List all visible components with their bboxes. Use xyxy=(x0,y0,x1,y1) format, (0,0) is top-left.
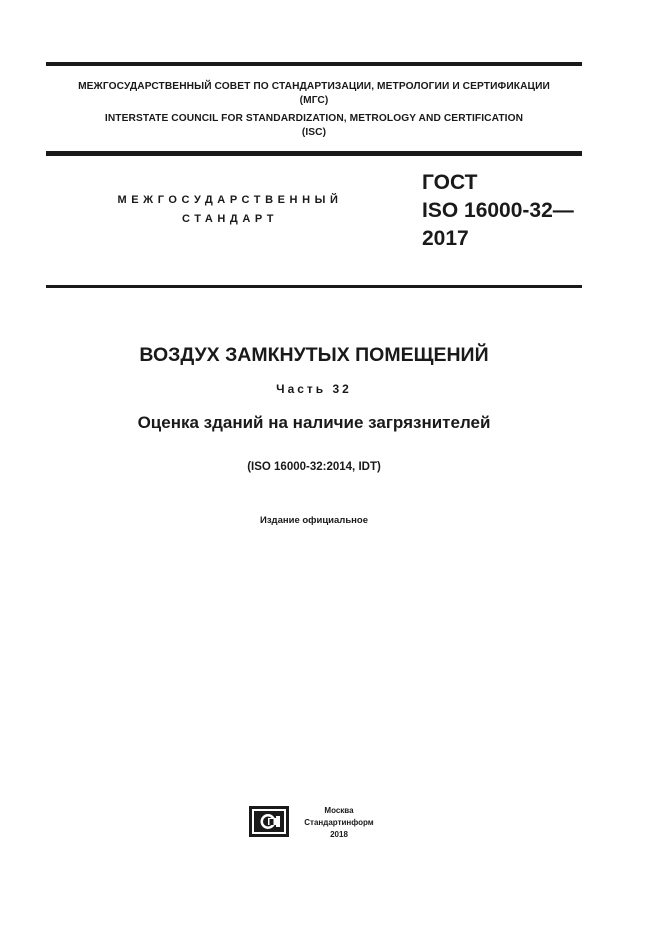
council-abbr-en: (ISC) xyxy=(301,127,327,138)
gost-number: ISO 16000-32— xyxy=(422,199,574,222)
council-abbr-ru: (МГС) xyxy=(299,95,329,106)
publisher-block xyxy=(296,805,382,841)
document-title: ВОЗДУХ ЗАМКНУТЫХ ПОМЕЩЕНИЙ xyxy=(139,344,489,366)
edition-label: Издание официальное xyxy=(260,515,368,526)
header-rule xyxy=(46,151,582,156)
publisher-city: Москва xyxy=(324,806,354,815)
gost-year: 2017 xyxy=(422,227,469,250)
publisher-year: 2018 xyxy=(330,830,348,839)
top-rule xyxy=(46,62,582,66)
gost-label: ГОСТ xyxy=(422,171,478,194)
council-name-ru: МЕЖГОСУДАРСТВЕННЫЙ СОВЕТ ПО СТАНДАРТИЗАЦИИ, МЕТРОЛОГИИ И СЕРТИФИКАЦИИ xyxy=(78,81,550,92)
designation-rule xyxy=(46,285,582,288)
publisher-name: Стандартинформ xyxy=(304,818,374,827)
iso-reference: (ISO 16000-32:2014, IDT) xyxy=(247,461,381,473)
standartinform-logo-icon xyxy=(249,806,289,842)
document-subtitle: Оценка зданий на наличие загрязнителей xyxy=(137,413,491,432)
part-number: Часть 32 xyxy=(276,382,352,396)
standard-type-line2: СТАНДАРТ xyxy=(181,213,279,225)
standard-type-line1: МЕЖГОСУДАРСТВЕННЫЙ xyxy=(117,194,343,206)
council-name-en: INTERSTATE COUNCIL FOR STANDARDIZATION, METROLOGY AND CERTIFICATION xyxy=(104,113,524,124)
